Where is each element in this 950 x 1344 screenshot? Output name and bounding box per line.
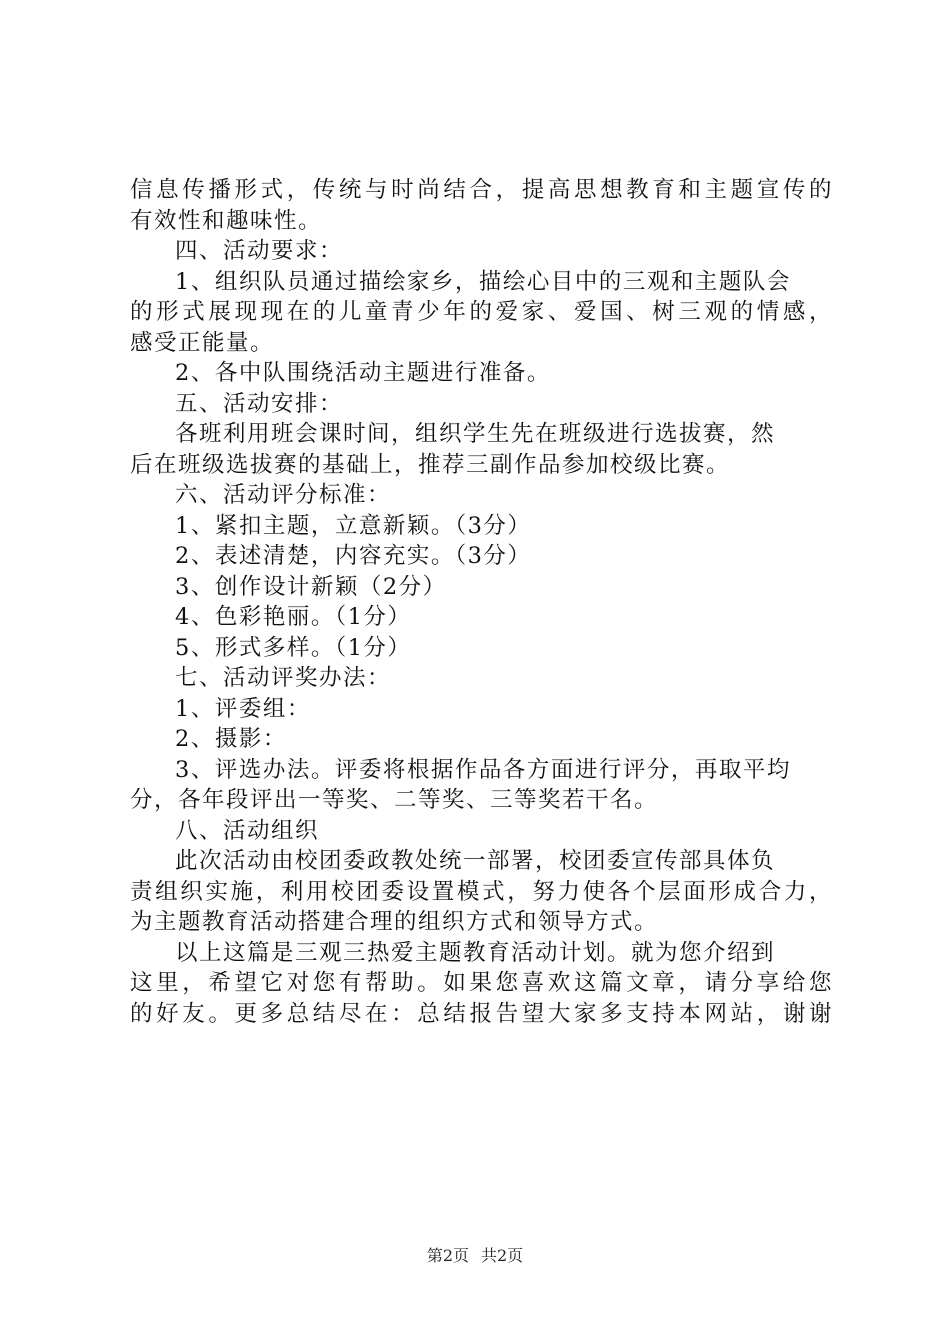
list-item: 4、色彩艳丽。（1分） [175, 604, 412, 630]
list-item: 3、创作设计新颖（2分） [175, 573, 447, 600]
text-line: 责组织实施，利用校团委设置模式，努力使各个层面形成合力， [130, 878, 833, 905]
text-line: 1、组织队员通过描绘家乡，描绘心目中的三观和主题队会 [175, 268, 791, 295]
document-body [130, 175, 840, 1029]
list-item: 2、表述清楚，内容充实。（3分） [175, 543, 532, 569]
page-total: 共2页 [481, 1246, 524, 1265]
list-item: 3、评选办法。评委将根据作品各方面进行评分，再取平均 [175, 756, 791, 783]
list-item: 1、紧扣主题，立意新颖。（3分） [175, 512, 532, 539]
text-line: 此次活动由校团委政教处统一部署，校团委宣传部具体负 [175, 848, 776, 874]
text-line: 这里，希望它对您有帮助。如果您喜欢这篇文章，请分享给您 [130, 970, 833, 996]
section-heading: 八、活动组织 [175, 817, 320, 844]
text-line: 的好友。更多总结尽在：总结报告望大家多支持本网站，谢谢 [130, 1000, 833, 1027]
text-line: 有效性和趣味性。 [130, 207, 323, 234]
text-line: 信息传播形式，传统与时尚结合，提高思想教育和主题宣传的 [130, 177, 833, 203]
text-line: 的形式展现现在的儿童青少年的爱家、爱国、树三观的情感， [130, 299, 833, 325]
list-item: 1、评委组： [175, 695, 311, 722]
section-heading: 七、活动评奖办法： [175, 665, 392, 691]
list-item: 2、摄影： [175, 726, 287, 752]
text-line: 以上这篇是三观三热爱主题教育活动计划。就为您介绍到 [175, 939, 776, 966]
text-line: 各班利用班会课时间，组织学生先在班级进行选拔赛，然 [175, 421, 776, 447]
list-item: 5、形式多样。（1分） [175, 634, 412, 661]
section-heading: 四、活动要求： [175, 238, 344, 264]
text-line: 后在班级选拔赛的基础上，推荐三副作品参加校级比赛。 [130, 451, 731, 478]
text-line: 感受正能量。 [130, 329, 275, 356]
text-line: 为主题教育活动搭建合理的组织方式和领导方式。 [130, 909, 659, 935]
text-line: 分，各年段评出一等奖、二等奖、三等奖若干名。 [130, 787, 659, 813]
section-heading: 六、活动评分标准： [175, 482, 392, 508]
page-footer [0, 1243, 950, 1266]
section-heading: 五、活动安排： [175, 390, 344, 417]
text-line: 2、各中队围绕活动主题进行准备。 [175, 360, 551, 386]
page-number: 第2页 [426, 1246, 469, 1265]
